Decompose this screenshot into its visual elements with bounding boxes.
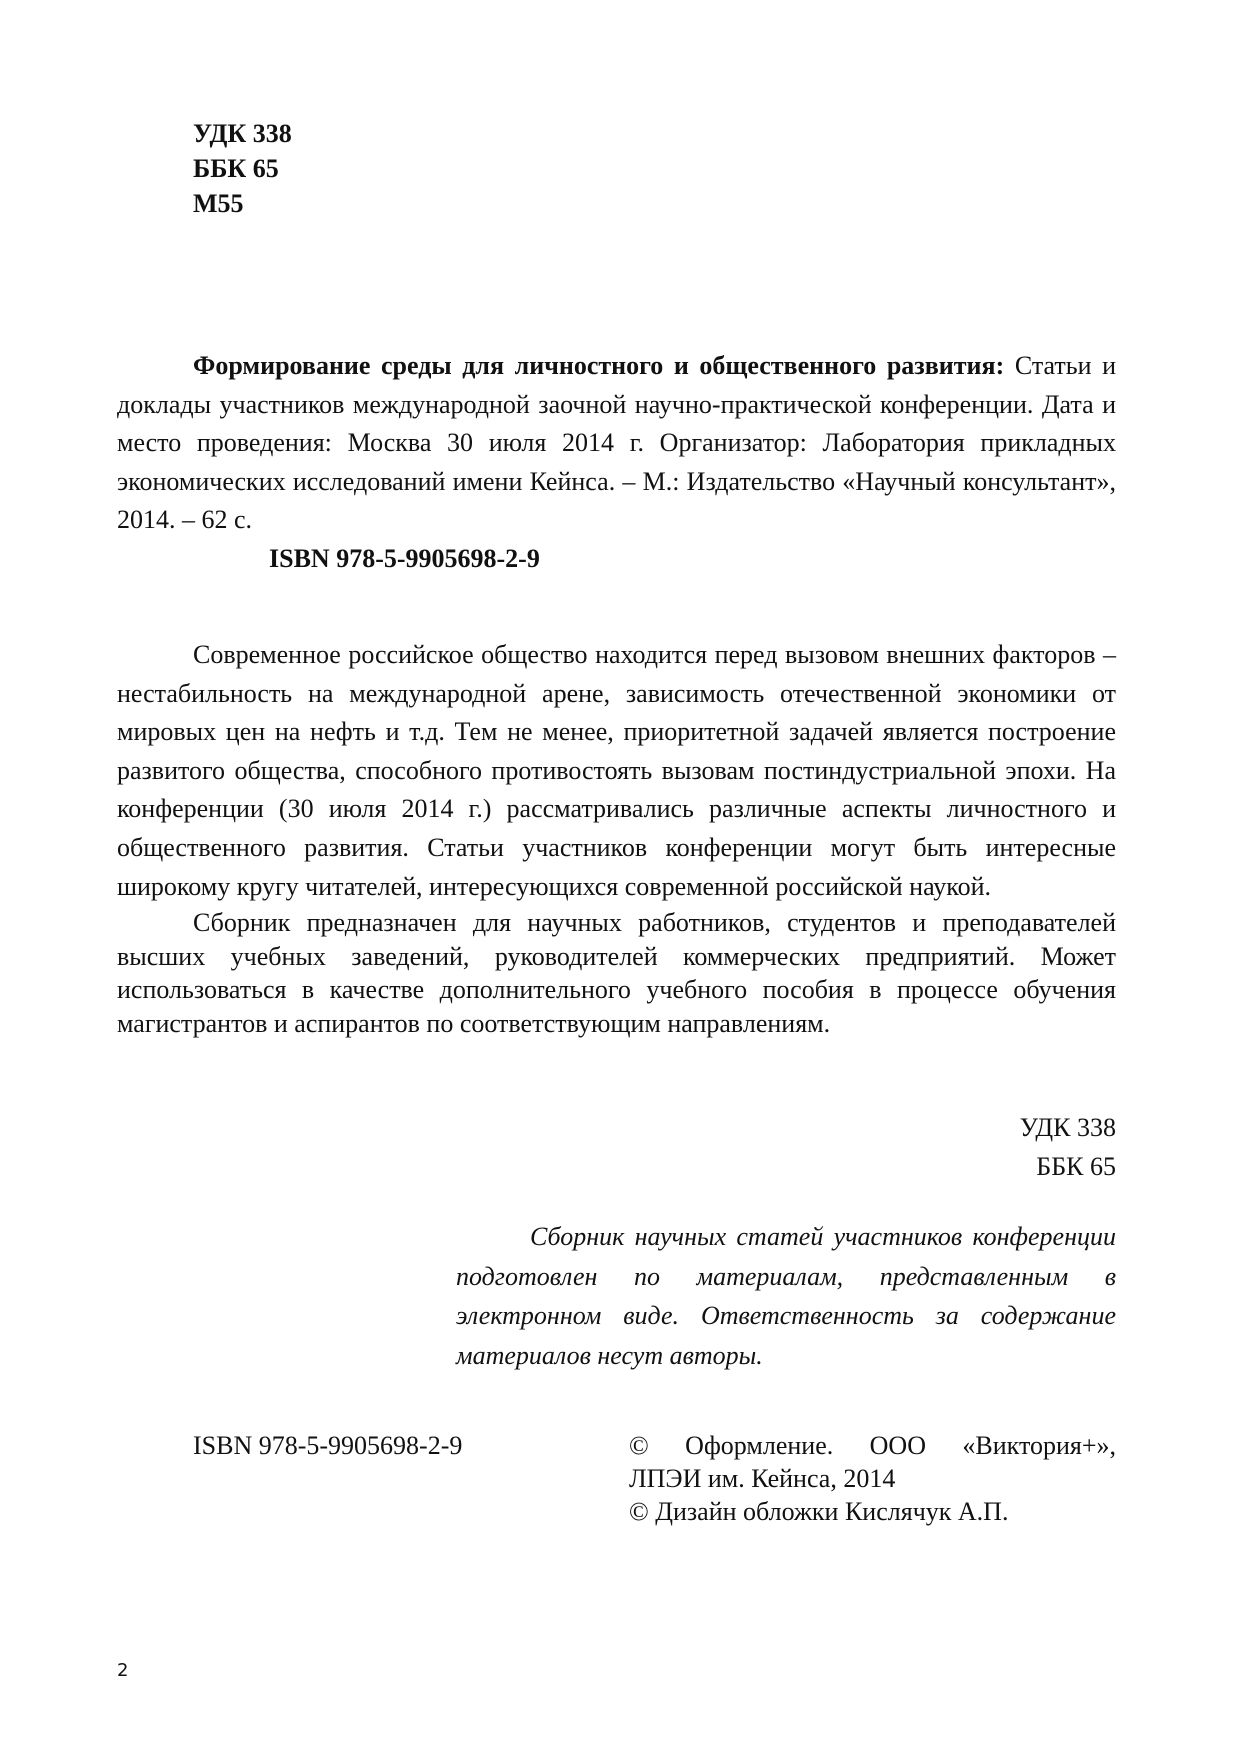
bibliographic-paragraph <box>117 347 1116 540</box>
classification-codes-right <box>1020 1108 1116 1186</box>
isbn-bold: ISBN 978-5-9905698-2-9 <box>269 543 540 573</box>
copyright-block <box>629 1429 1116 1528</box>
isbn-footer: ISBN 978-5-9905698-2-9 <box>193 1431 463 1460</box>
author-mark: М55 <box>193 189 244 218</box>
bibliographic-record <box>117 347 1116 578</box>
abstract <box>117 636 1116 1040</box>
editorial-note-text: Сборник научных статей участников конференции подготовлен по материалам, представленным в электронном виде. Ответственность за содержание материалов несут авторы. <box>456 1222 1116 1370</box>
abstract-paragraph-2: Сборник предназначен для научных работников, студентов и преподавателей высших учебных заведений, руководителей коммерческих предприятий. Может использоваться в качестве дополнительного учебного пособия в процессе обучения магистрантов и аспирантов по соответствующим направлениям. <box>117 908 1116 1038</box>
bbk-code-right: ББК 65 <box>1036 1152 1116 1181</box>
bbk-code: ББК 65 <box>193 154 279 183</box>
classification-codes <box>193 116 292 221</box>
book-title: Формирование среды для личностного и общественного развития: <box>193 351 1005 380</box>
bibliographic-description: Статьи и доклады участников международной заочной научно-практической конференции. Дата и место проведения: Москва 30 июля 2014 г. Организатор: Лаборатория прикладных экономических исследований имени Кейнса. – М.: Издательство «Научный консультант», 2014. – 62 с. <box>117 351 1116 534</box>
udk-code: УДК 338 <box>193 119 292 148</box>
udk-code-right: УДК 338 <box>1019 1113 1116 1142</box>
copyright-line-3: © Дизайн обложки Кислячук А.П. <box>629 1497 1009 1526</box>
copyright-line-2: ЛПЭИ им. Кейнса, 2014 <box>629 1464 896 1493</box>
page-number: 2 <box>117 1660 129 1681</box>
editorial-note <box>456 1217 1116 1375</box>
abstract-paragraph-1: Современное российское общество находится перед вызовом внешних факторов – нестабильность на международной арене, зависимость отечественной экономики от мировых цен на нефть и т.д. Тем не менее, приоритетной задачей является построение развитого общества, способного противостоять вызовам постиндустриальной эпохи. На конференции (30 июля 2014 г.) рассматривались различные аспекты личностного и общественного развития. Статьи участников конференции могут быть интересные широкому кругу читателей, интересующихся современной российской наукой. <box>117 640 1116 901</box>
copyright-line-1: © Оформление. ООО «Виктория+», <box>629 1431 1116 1460</box>
